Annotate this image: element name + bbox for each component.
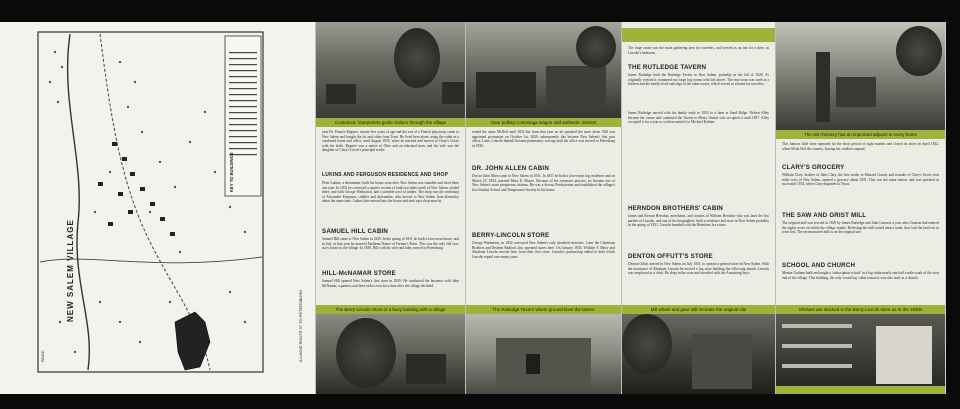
photo-old-chimney [776,22,945,130]
decorative-banner [622,28,775,42]
caption-bottom: Shelves are stocked in the Berry-Lincoln store as in the 1830s [776,305,945,314]
heading-hill-store: HILL-McNAMAR STORE [322,270,396,277]
body-intro: year Dr. Francis Regnier, twenty-five years of age and the son of a French physician, came to New Salem and bought the lot and cabin from Trent. He lived here alone, using the cabin as a combined home and office, until August 1835, when he married and moved to Clary's Grove with his bride. Regnier was a native of Ohio and an educated man, and his wife was the daughter of Clary's Grove's principal settler. [322,130,459,153]
body-rutledge-tavern-2: James Rutledge moved with his family early in 1833 to a farm at Sand Ridge. Nelson Alley became the owner and continued the Tavern to Henry Onstot who occupied it until 1837. Alley occupied it for a year or so then rented it to Michael Keltner. [628,111,769,125]
heading-allen-cabin: DR. JOHN ALLEN CABIN [472,165,549,172]
heading-rutledge-tavern: THE RUTLEDGE TAVERN [628,64,707,71]
caption-top: The old chimney has an important adjunct in every home [776,130,945,139]
heading-hill-cabin: SAMUEL HILL CABIN [322,228,389,235]
heading-offutt: DENTON OFFUTT'S STORE [628,253,713,260]
body-offutt: Denton Offutt arrived in New Salem on July 1831, to operate a general store in New Salem. With the assistance of Abraham Lincoln he erected a log store building the following month. Lincoln was employed as a clerk. He slept in the store and wrestled with the Armstrong boys. [628,262,769,276]
map-panel [0,22,316,394]
map-route-label: ILLINOIS ROUTE 97 TO PETERSBURG [298,289,303,362]
heading-clary: CLARY'S GROCERY [782,164,845,171]
photo-berry-lincoln-store [316,314,465,394]
heading-herndon: HERNDON BROTHERS' CABIN [628,205,724,212]
caption-bottom: The Rutledge Tavern where ground level the tavern [466,305,621,314]
panel-3 [466,22,622,394]
body-school: Mentor Graham built and taught a 'subscription school' in a log cabin nearly one half a mile south of the west end of the village. This building, the only 'round log' cabin restored, was also used as a church. [782,271,939,280]
body-berry-lincoln: George Warburton, in 1832 conveyed New Salem's only sheathed structure. Later the Christians Brothers and Reuben Radford also operated stores here. On January 1833, William F. Berry and Abraham Lincoln moved here from their first store. Lincoln's partnership ended in debt which Lincoln repaid over many years. [472,241,615,259]
panel-4 [622,22,776,394]
photo-store-shelves [776,314,945,394]
body-mill: The original mill was erected in 1829 by James Rutledge and John Camron, a year after Camron had entered the eighty acres on which the village stands. Believing the mill would attract trade, they laid the land out in town lots. The reconstructed mill is on the original site. [782,221,939,235]
photo-conestoga-wagon [466,22,621,118]
caption-bottom: The Berry-Lincoln Store is a busy building with a village [316,305,465,314]
body-intro: rented the same McNeil until 1832 but from that year on he operated the store alone. Hill was appointed postmaster on October 1st, 1829, subsequently this became New Salem's first post office. Later, Lincoln himself became postmaster, serving until the office was moved to Petersburg in 1836. [472,130,615,148]
panel-5 [776,22,946,394]
heading-lukins: LUKINS AND FERGUSON RESIDENCE AND SHOP [322,172,449,178]
map-village-label: NEW SALEM VILLAGE [66,219,75,322]
map-road-label: ROAD [40,350,45,362]
heading-berry-lincoln: BERRY-LINCOLN STORE [472,232,550,239]
heading-school: SCHOOL AND CHURCH [782,262,856,269]
body-hill-store: Samuel Hill opened New Salem's first store in 1829. He conducted the business with John McNamar, a partner, and later on his own for a time after the village declined. [322,279,459,288]
caption-top: Gear pulling Conestoga wagon add authentic interest [466,118,621,127]
body-lukins: Peter Lukins, a shoemaker, built his house soon after New Salem was founded and lived there one year. In 1832 he conveyed a quarter section of land two miles north of New Salem, settled there, and with George Warburton, had a sizeable tract of timber. The shop was the workshop of Alexander Ferguson, cobbler and shoemaker, who moved to New Salem from Kentucky about the same time. Lukins later moved into the house and took up a shop near by. [322,181,459,204]
body-hill-cabin: Samuel Hill came to New Salem in 1829. In the spring of 1831 he built a four-room house, and in July of that year he married Parthena Nance of Farmer's Point. This was the only full two-story house in the village. In 1839, Hill with his wife and baby moved to Petersburg. [322,237,459,251]
photo-mill-wheel [622,314,775,394]
caption-bottom: Mill wheel and gear still recreate the original site [622,305,775,314]
body-allen-cabin: Doctor John Allen came to New Salem in 1831. In 1831 he built a four-room log residence and on March 25, 1834, married Mary E. Moore. Because of his extensive practice, he became one of New Salem's most prosperous citizens. He was a devout Presbyterian and established the village's first Sunday School and Temperance Society in his house. [472,174,615,192]
village-map [0,22,315,394]
body-rutledge-tavern: James Rutledge built the Rutledge Tavern in New Salem, probably in the fall of 1828. As originally erected it contained two large log rooms with loft above. The rear room was used as a kitchen and the family lived and slept in the other rooms, which served as a home for travelers. [628,73,769,87]
map-key-title: KEY TO BUILDINGS [229,152,234,192]
body-intro: This famous little store operated for the short period of eight months and closed its doors in April 1832, when Offutt fled the country, leaving his creditors unpaid. [782,142,939,151]
caption-top: Costumed, interpreters guide visitors through the village [316,118,465,127]
body-herndon: James and Rowan Herndon, merchants, and cousins of William Herndon who was later the law partner of Lincoln, and one of his biographers, built a residence and store in New Salem probably in the spring of 1831. Lincoln boarded with the Herndons for a time. [628,214,769,228]
body-clary: William Clary, brother of John Clary, the first settler in Menard County and founder of Clary's Grove four miles west of New Salem, opened a 'grocery' about 1831. This was the same saloon, and was operated as such until 1834, when Clary migrated to Texas. [782,173,939,187]
panel-2 [316,22,466,394]
photo-rutledge-tavern [466,314,621,394]
body-intro: The large room was the main gathering area for travelers, and served as an inn for a time, as Lincoln's bedroom. [628,46,769,55]
photo-costumed-guides [316,22,465,118]
heading-mill: THE SAW AND GRIST MILL [782,212,867,219]
